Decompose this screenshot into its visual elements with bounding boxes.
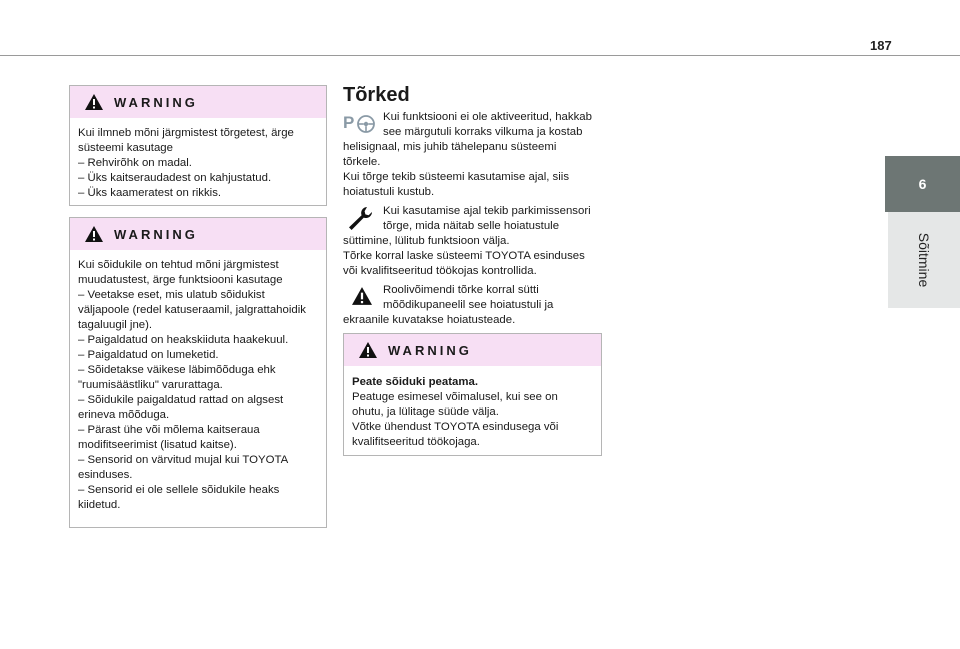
warning-triangle-icon (350, 286, 374, 306)
warning-line: – Sõidukile paigaldatud rattad on algsest (78, 394, 284, 406)
warning-line: kvalifitseeritud töökojaga. (352, 436, 480, 448)
text-line: hoiatustuli kustub. (343, 186, 435, 198)
warning-line: – Sensorid ei ole sellele sõidukile heaks (78, 484, 280, 496)
warning-line: Võtke ühendust TOYOTA esindusega või (352, 421, 559, 433)
text-line: Tõrke korral laske süsteemi TOYOTA esinduses (343, 250, 585, 262)
chapter-tab-label[interactable] (888, 212, 960, 308)
warning-line: – Üks kaitseraudadest on kahjustatud. (78, 172, 272, 184)
warning-title: WARNING (114, 95, 198, 110)
faults-block-3-indented (383, 283, 623, 313)
warning-triangle-icon (84, 225, 104, 243)
warning-line: tagaluugil jne). (78, 319, 153, 331)
text-line: või kvalifitseeritud töökojas kontrollida. (343, 265, 537, 277)
warning-bold-line: Peate sõiduki peatama. (352, 376, 478, 388)
faults-block-2-indented (383, 204, 623, 234)
warning-line: kiidetud. (78, 499, 121, 511)
warning-line: modifitseerimist (lisatud kaitse). (78, 439, 237, 451)
warning-box-2 (69, 217, 327, 528)
svg-text:P: P (343, 113, 355, 132)
warning-line: Kui ilmneb mõni järgmistest tõrgetest, ärge (78, 127, 294, 139)
warning-body (70, 118, 326, 207)
text-line: helisignaal, mis juhib tähelepanu süsteemi (343, 141, 557, 153)
text-line: ekraanile kuvatakse hoiatusteade. (343, 314, 516, 326)
warning-line: väljapoole (redel katuseraamil, jalgrattahoidik (78, 304, 306, 316)
section-title: Tõrked (343, 84, 410, 106)
warning-line: – Paigaldatud on lumeketid. (78, 349, 219, 361)
warning-line: – Rehvirõhk on madal. (78, 157, 192, 169)
warning-line: – Sõidetakse väikese läbimõõduga ehk (78, 364, 276, 376)
warning-line: "ruumisäästliku" varurattaga. (78, 379, 223, 391)
warning-box-3 (343, 333, 602, 456)
warning-line: muudatustest, ärge funktsiooni kasutage (78, 274, 283, 286)
warning-line: – Paigaldatud on heakskiiduta haakekuul. (78, 334, 289, 346)
faults-block-1-indented (383, 110, 623, 140)
text-line: tõrkele. (343, 156, 381, 168)
warning-line: erineva mõõduga. (78, 409, 170, 421)
chapter-tab-label-text: Sõitmine (916, 232, 932, 288)
warning-body (70, 250, 326, 519)
wrench-icon (345, 205, 375, 231)
text-line: Kui kasutamise ajal tekib parkimissensori (383, 205, 591, 217)
warning-line: – Pärast ühe või mõlema kaitseraua (78, 424, 260, 436)
warning-line: süsteemi kasutage (78, 142, 173, 154)
warning-header (344, 334, 601, 366)
warning-triangle-icon (358, 341, 378, 359)
text-line: tõrge, mida näitab selle hoiatustule (383, 220, 560, 232)
text-line: süttimine, lülitub funktsioon välja. (343, 235, 510, 247)
text-line: see märgutuli korraks vilkuma ja kostab (383, 126, 583, 138)
faults-block-3-full (343, 313, 613, 328)
warning-line: – Veetakse eset, mis ulatub sõidukist (78, 289, 265, 301)
warning-line: Peatuge esimesel võimalusel, kui see on (352, 391, 558, 403)
text-line: mõõdikupaneelil see hoiatustuli ja (383, 299, 554, 311)
chapter-tab-number[interactable]: 6 (885, 156, 960, 212)
warning-box-1 (69, 85, 327, 206)
warning-title: WARNING (388, 343, 472, 358)
warning-line: – Üks kaameratest on rikkis. (78, 187, 222, 199)
warning-body (344, 366, 601, 456)
warning-header (70, 218, 326, 250)
text-line: Roolivõimendi tõrke korral sütti (383, 284, 539, 296)
faults-block-2-full (343, 234, 613, 279)
warning-line: – Sensorid on värvitud mujal kui TOYOTA (78, 454, 289, 466)
warning-line: esinduses. (78, 469, 133, 481)
text-line: Kui funktsiooni ei ole aktiveeritud, hakkab (383, 111, 592, 123)
warning-line: ohutu, ja lülitage süüde välja. (352, 406, 499, 418)
warning-triangle-icon (84, 93, 104, 111)
warning-title: WARNING (114, 227, 198, 242)
faults-block-1-full (343, 140, 613, 200)
warning-line: Kui sõidukile on tehtud mõni järgmistest (78, 259, 279, 271)
text-line: Kui tõrge tekib süsteemi kasutamise ajal, siis (343, 171, 570, 183)
parking-sensor-warning-icon (343, 111, 377, 135)
warning-header (70, 86, 326, 118)
page-number: 187 (870, 38, 892, 53)
header-divider (0, 55, 960, 56)
